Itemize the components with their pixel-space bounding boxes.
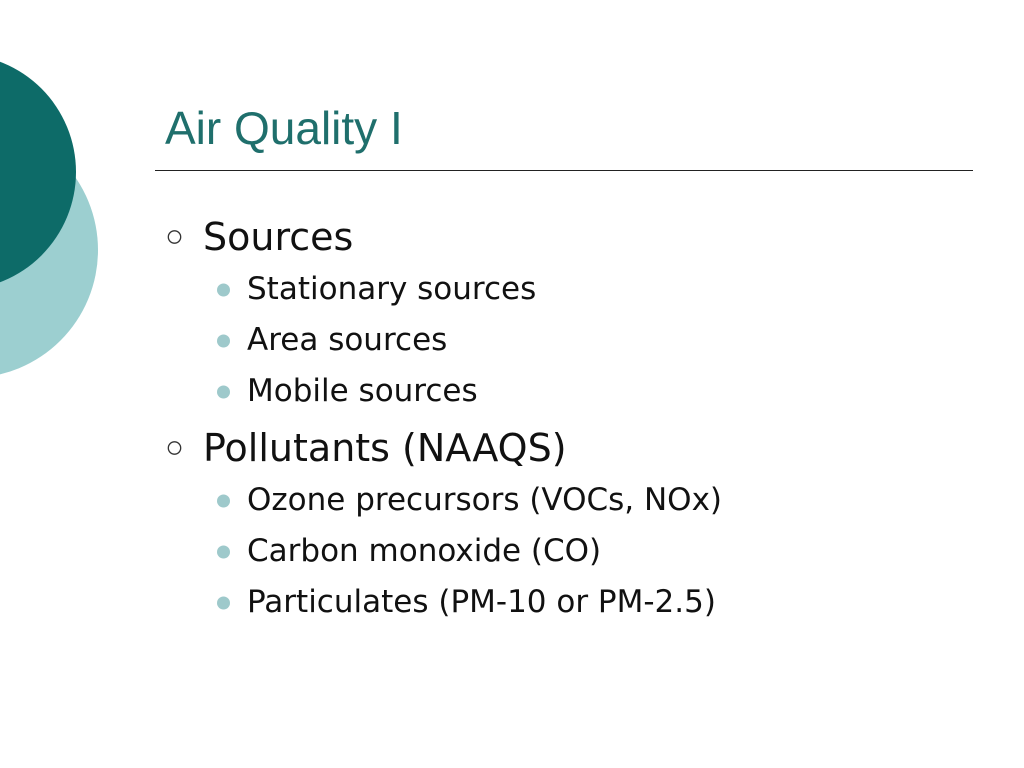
- dot-bullet-icon: [217, 283, 230, 296]
- sub-bullet-label: Mobile sources: [247, 373, 478, 409]
- sub-bullet-item: [165, 264, 965, 315]
- sub-bullet-item: [165, 475, 965, 526]
- dot-bullet-icon: [217, 596, 230, 609]
- dot-bullet-icon: [217, 494, 230, 507]
- hollow-circle-bullet-icon: [167, 230, 182, 245]
- sub-bullet-item: [165, 526, 965, 577]
- bullet-item-pollutants: [165, 421, 965, 475]
- bullet-label: Sources: [203, 215, 354, 259]
- dot-bullet-icon: [217, 545, 230, 558]
- bullet-label: Pollutants (NAAQS): [203, 426, 567, 470]
- sub-bullet-label: Carbon monoxide (CO): [247, 533, 602, 569]
- decorative-circles: [0, 0, 110, 420]
- title-divider: [155, 170, 973, 171]
- dot-bullet-icon: [217, 334, 230, 347]
- slide-body: [165, 210, 965, 628]
- sub-bullet-label: Area sources: [247, 322, 448, 358]
- dot-bullet-icon: [217, 385, 230, 398]
- hollow-circle-bullet-icon: [167, 441, 182, 456]
- sub-bullet-label: Particulates (PM-10 or PM-2.5): [247, 584, 716, 620]
- sub-bullet-item: [165, 577, 965, 628]
- sub-bullet-item: [165, 366, 965, 417]
- bullet-item-sources: [165, 210, 965, 264]
- slide-title: Air Quality I: [165, 102, 403, 154]
- sub-bullet-label: Stationary sources: [247, 271, 537, 307]
- sub-bullet-item: [165, 315, 965, 366]
- sub-bullet-label: Ozone precursors (VOCs, NOx): [247, 482, 723, 518]
